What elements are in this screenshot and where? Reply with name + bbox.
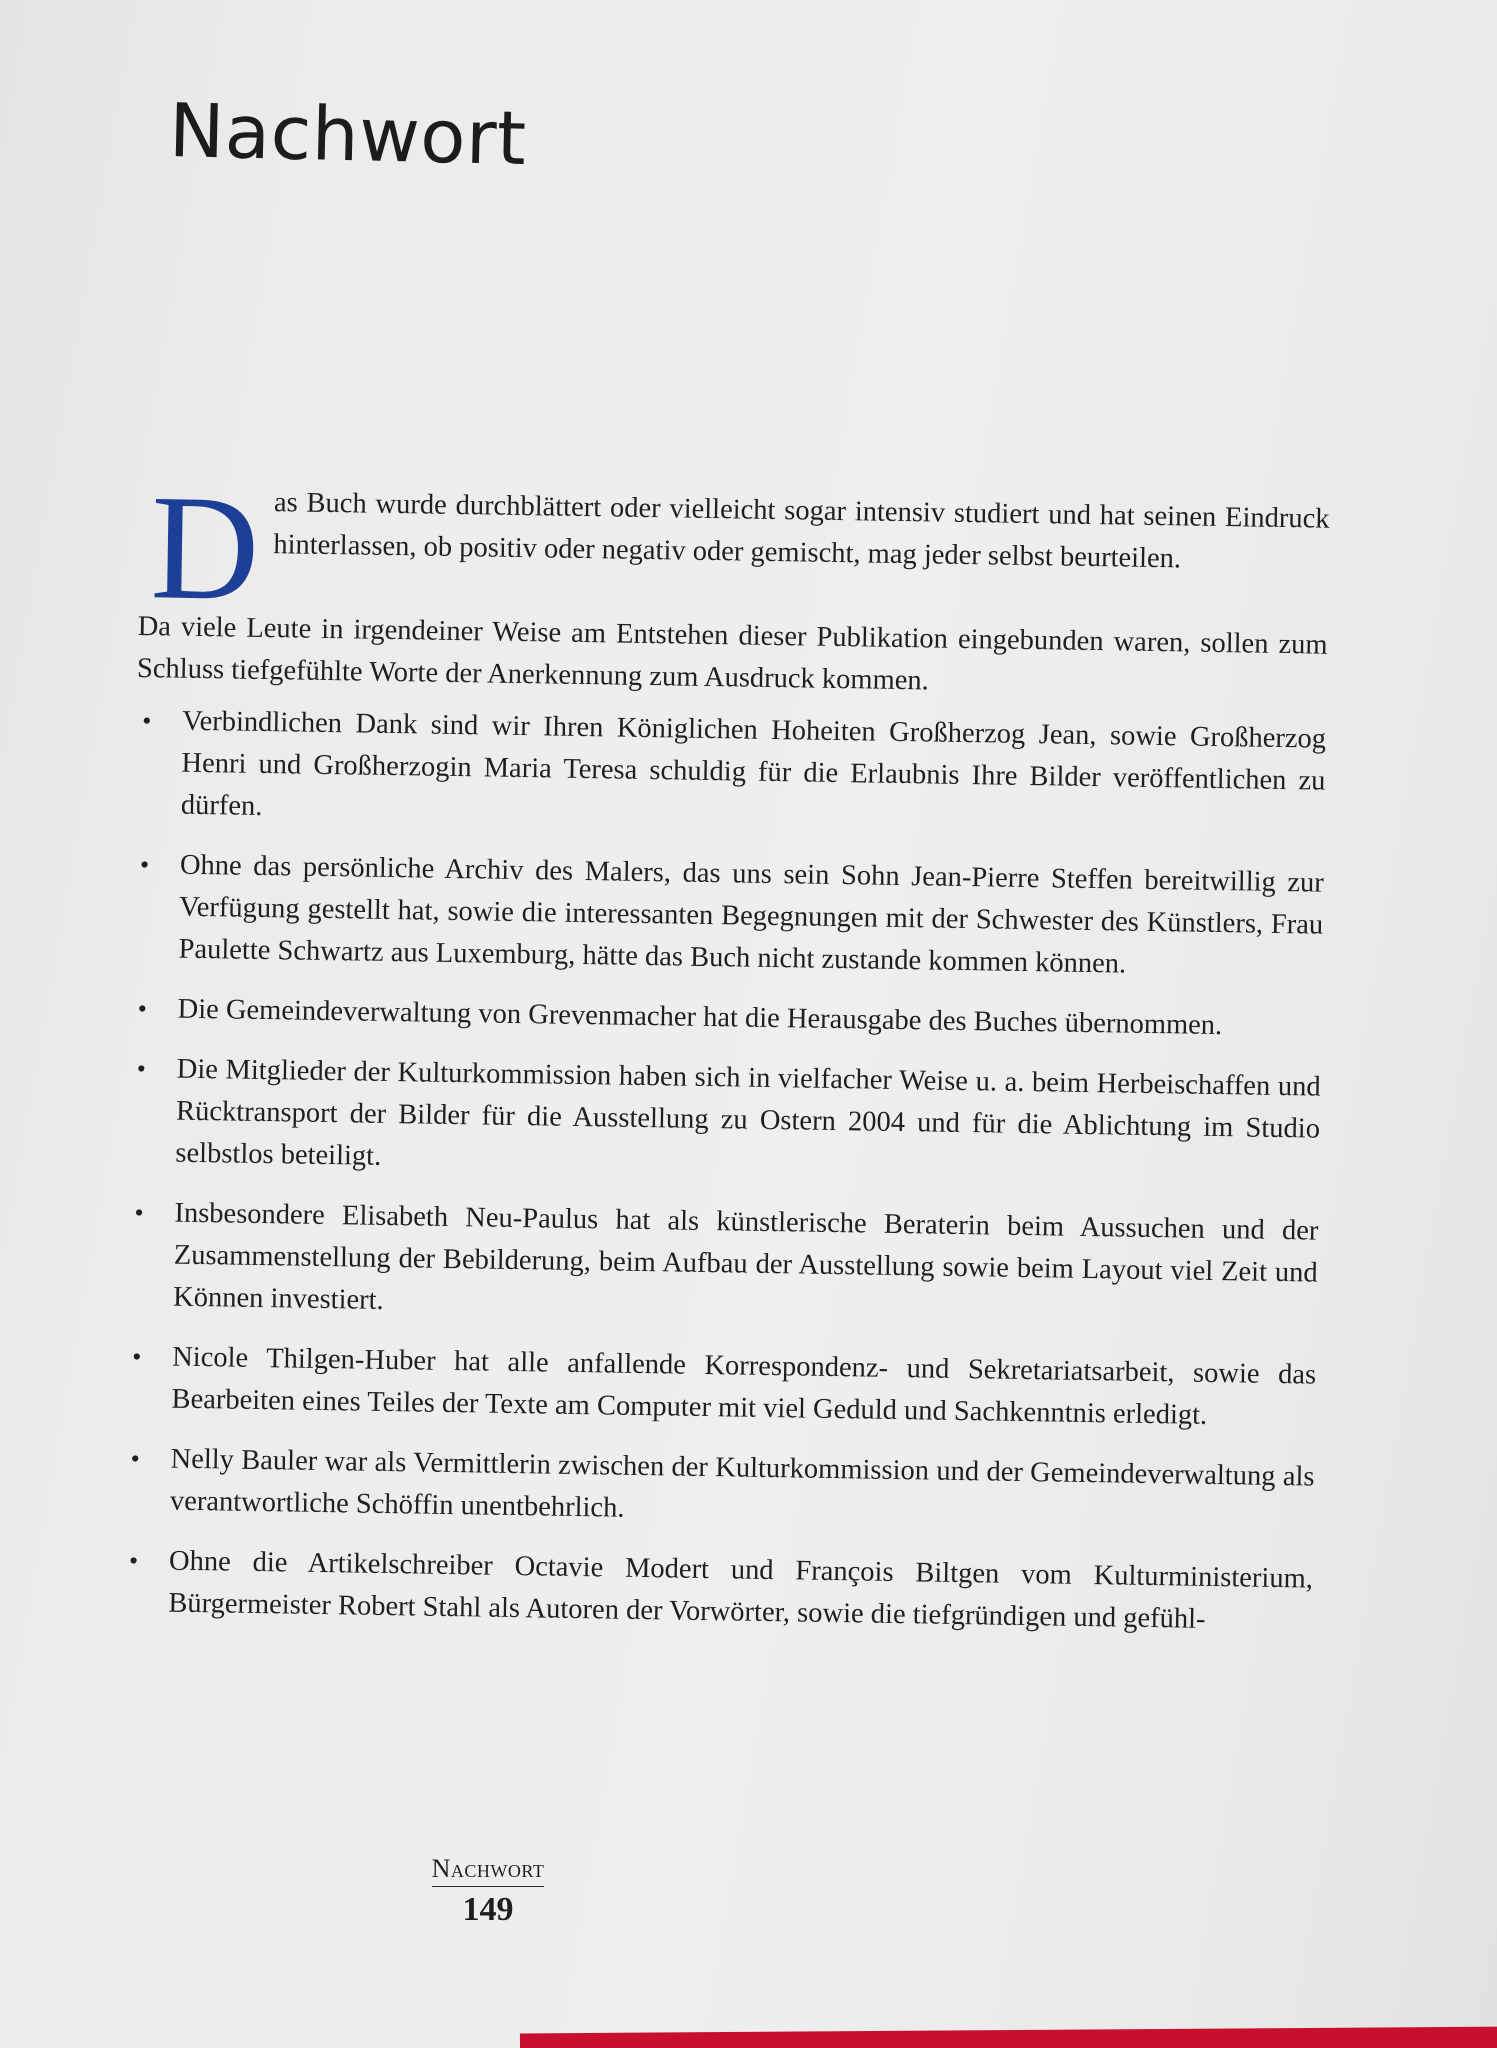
list-item-text: Ohne die Artikelschreiber Octavie Modert und François Biltgen vom Kulturministerium, Bürgermeister Robert Stahl als Autoren der Vorwörter, sowie die tiefgründigen und gefühl- xyxy=(168,1545,1314,1635)
bullet-icon: • xyxy=(139,850,150,880)
red-cover-edge xyxy=(520,2027,1497,2048)
intro-text: as Buch wurde durchblättert oder vielleicht sogar intensiv studiert und hat seinen Eindruck hinterlassen, ob positiv oder negativ oder gemischt, mag jeder selbst beurteilen. xyxy=(273,487,1330,575)
list-item-text: Die Gemeindeverwaltung von Grevenmacher hat die Herausgabe des Buches übernommen. xyxy=(177,993,1223,1042)
list-item xyxy=(129,1048,1321,1193)
list-item-text: Verbindlichen Dank sind wir Ihren Königlichen Hoheiten Großherzog Jean, sowie Großherzog Henri und Großherzogin Maria Teresa schuldig für die Erlaubnis Ihre Bilder veröffentlichen zu dürfen. xyxy=(180,705,1327,822)
page-number: 149 xyxy=(462,1891,514,1928)
page-footer xyxy=(418,1854,558,1929)
running-footer-title: Nachwort xyxy=(432,1854,545,1887)
afterword-body xyxy=(122,464,1330,1661)
list-item-text: Nelly Bauler war als Vermittlerin zwischen der Kulturkommission und der Gemeindeverwaltung als verantwortliche Schöffin unentbehrlich. xyxy=(169,1443,1315,1524)
bullet-icon: • xyxy=(128,1545,139,1576)
intro-paragraph xyxy=(139,464,1330,632)
list-item-text: Ohne das persönliche Archiv des Malers, das uns sein Sohn Jean-Pierre Steffen bereitwillig zur Verfügung gestellt hat, sowie die interessanten Begegnungen mit der Schwester des Künstlers, Frau Paulette Schwartz aus Luxemburg, hätte das Buch nicht zustande kommen können. xyxy=(178,849,1325,980)
list-item xyxy=(135,700,1327,845)
bullet-icon: • xyxy=(141,706,152,736)
list-item xyxy=(127,1192,1319,1337)
acknowledgement-list xyxy=(122,700,1326,1643)
list-item xyxy=(125,1336,1316,1439)
list-item-text: Die Mitglieder der Kulturkommission haben sich in vielfacher Weise u. a. beim Herbeischaffen und Rücktransport der Bilder für die Ausstellung zu Ostern 2004 und für die Ablichtung im Studio selbstlos beteiligt. xyxy=(175,1053,1321,1172)
list-item-text: Nicole Thilgen-Huber hat alle anfallende Korrespondenz- und Sekretariatsarbeit, sowie das Bearbeiten eines Teiles der Texte am Computer mit viel Geduld und Sachkenntnis erledigt. xyxy=(171,1341,1317,1431)
list-item xyxy=(131,988,1322,1049)
bullet-icon: • xyxy=(130,1443,140,1474)
list-item-text: Insbesondere Elisabeth Neu-Paulus hat als künstlerische Beraterin beim Aussuchen und der Zusammenstellung der Bebilderung, beim Aufbau der Ausstellung sowie beim Layout viel Zeit und Können investiert. xyxy=(172,1197,1319,1316)
bullet-icon: • xyxy=(137,994,148,1024)
list-item xyxy=(122,1540,1313,1643)
list-item xyxy=(132,844,1324,989)
bullet-icon: • xyxy=(134,1198,144,1228)
bullet-icon: • xyxy=(132,1341,142,1372)
drop-cap: D xyxy=(149,464,261,632)
bullet-icon: • xyxy=(136,1054,147,1084)
acknowledgement-intro: Da viele Leute in irgendeiner Weise am Entstehen dieser Publikation eingebunden waren, sollen zum Schluss tiefgefühlte Worte der Anerkennung zum Ausdruck kommen. xyxy=(136,610,1328,697)
list-item xyxy=(124,1438,1315,1541)
page-title: Nachwort xyxy=(168,88,528,183)
